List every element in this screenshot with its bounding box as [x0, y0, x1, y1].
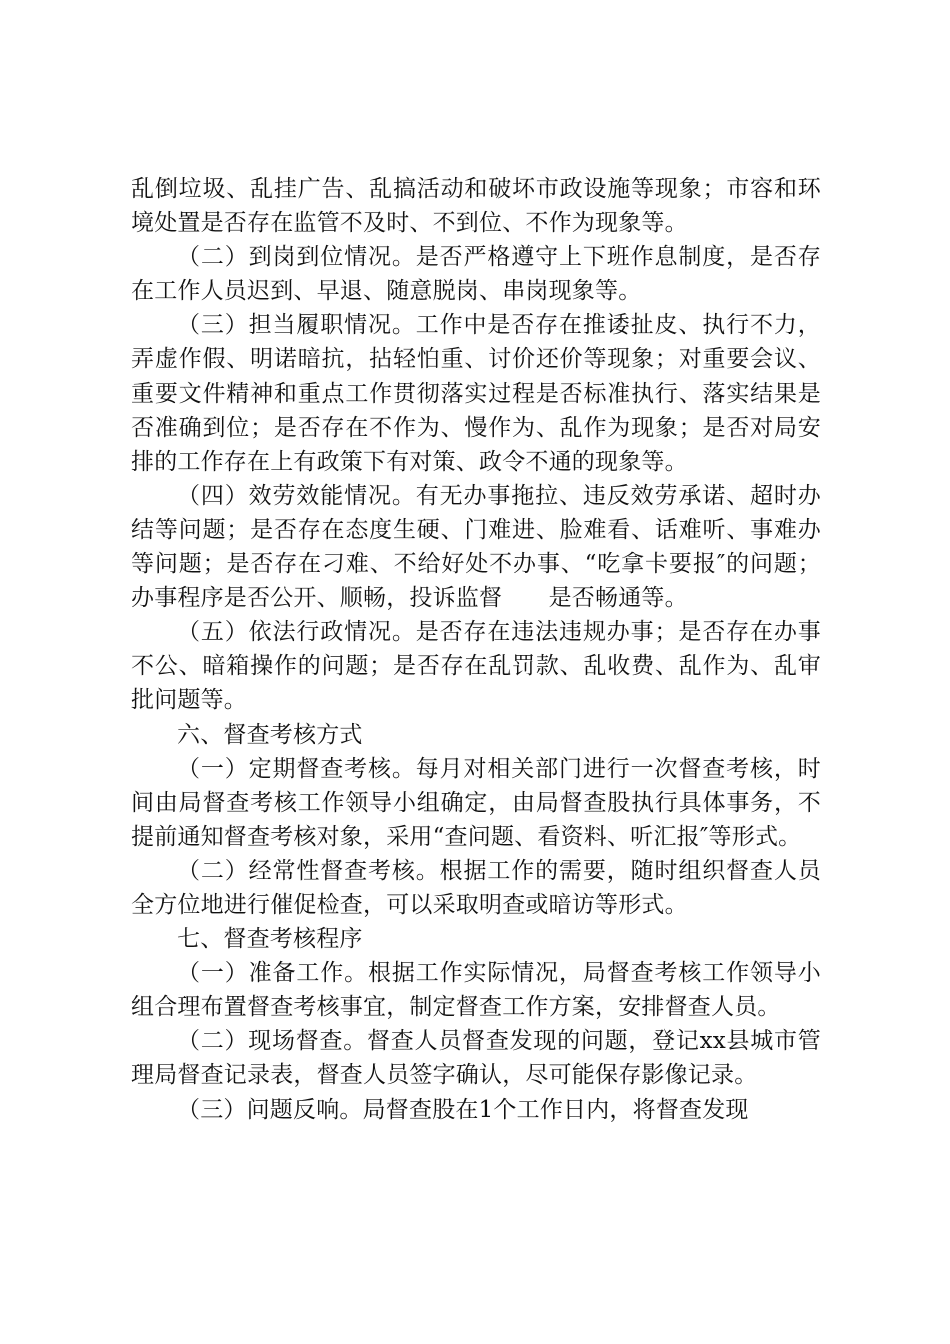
paragraph-3: （三）担当履职情况。工作中是否存在推诿扯皮、执行不力，弄虚作假、明诺暗抗，拈轻怕重、讨价还价等现象；对重要会议、重要文件精神和重点工作贯彻落实过程是否标准执行、落实结果是否准确到位；是否存在不作为、慢作为、乱作为现象；是否对局安排的工作存在上有政策下有对策、政令不通的现象等。 [131, 312, 821, 475]
paragraph-1: 乱倒垃圾、乱挂广告、乱搞活动和破坏市政设施等现象；市容和环境处置是否存在监管不及时、不到位、不作为现象等。 [131, 176, 821, 237]
paragraph-2: （二）到岗到位情况。是否严格遵守上下班作息制度，是否存在工作人员迟到、早退、随意脱岗、串岗现象等。 [131, 244, 821, 305]
paragraph-8: （二）经常性督查考核。根据工作的需要，随时组织督查人员全方位地进行催促检查，可以采取明查或暗访等形式。 [131, 857, 821, 918]
paragraph-11: （二）现场督查。督查人员督查发现的问题，登记xx县城市管理局督查记录表，督查人员签字确认，尽可能保存影像记录。 [131, 1028, 821, 1089]
paragraph-10: （一）准备工作。根据工作实际情况，局督查考核工作领导小组合理布置督查考核事宜，制定督查工作方案，安排督查人员。 [131, 960, 821, 1021]
paragraph-12: （三）问题反响。局督查股在1个工作日内，将督查发现 [177, 1096, 749, 1123]
section-heading-6: 六、督查考核方式 [177, 721, 363, 748]
section-heading-7: 七、督查考核程序 [177, 926, 363, 953]
paragraph-7: （一）定期督查考核。每月对相关部门进行一次督查考核，时间由局督查考核工作领导小组确定，由局督查股执行具体事务，不提前通知督查考核对象，采用“查问题、看资料、听汇报″等形式。 [131, 755, 821, 850]
document-page [131, 172, 821, 1127]
paragraph-5: （五）依法行政情况。是否存在违法违规办事；是否存在办事不公、暗箱操作的问题；是否存在乱罚款、乱收费、乱作为、乱审批问题等。 [131, 619, 821, 714]
paragraph-4: （四）效劳效能情况。有无办事拖拉、违反效劳承诺、超时办结等问题；是否存在态度生硬、门难进、脸难看、话难听、事难办等问题；是否存在刁难、不给好处不办事、“吃拿卡要报″的问题；办事程序是否公开、顺畅，投诉监督 是否畅通等。 [131, 482, 821, 612]
